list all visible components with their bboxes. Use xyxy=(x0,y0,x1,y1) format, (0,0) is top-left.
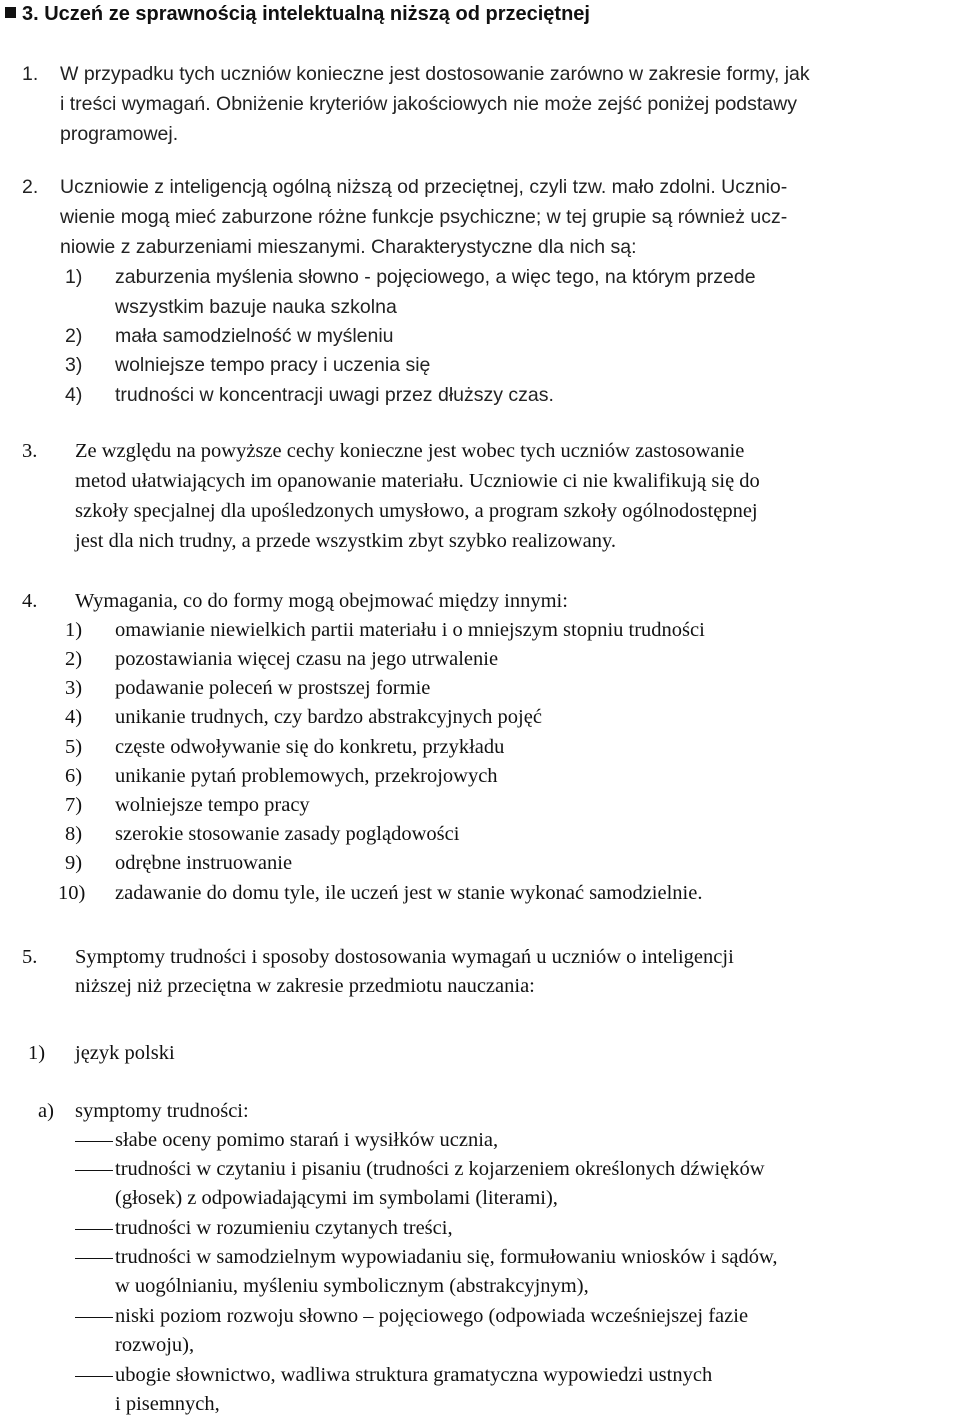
list-item-number: 6) xyxy=(65,765,83,787)
dash-bullet-icon xyxy=(75,1141,113,1142)
dash-bullet-icon xyxy=(75,1317,113,1318)
paragraph-number: 3. xyxy=(22,440,38,462)
list-item-number: 1) xyxy=(65,619,83,641)
paragraph-line: i treści wymagań. Obniżenie kryteriów jakościowych nie może zejść poniżej podstawy xyxy=(60,93,797,115)
paragraph-line: niższej niż przeciętna w zakresie przedmiotu nauczania: xyxy=(75,975,535,997)
list-item-number: 2) xyxy=(65,648,83,670)
paragraph-line: Wymagania, co do formy mogą obejmować między innymi: xyxy=(75,590,568,612)
list-item-text: zadawanie do domu tyle, ile uczeń jest w stanie wykonać samodzielnie. xyxy=(115,882,703,904)
paragraph-line: niowie z zaburzeniami mieszanymi. Charakterystyczne dla nich są: xyxy=(60,236,637,258)
dash-bullet-icon xyxy=(75,1170,113,1171)
list-item-text: wszystkim bazuje nauka szkolna xyxy=(115,296,397,318)
dash-bullet-icon xyxy=(75,1376,113,1377)
paragraph-number: 4. xyxy=(22,590,38,612)
list-item-text: trudności w czytaniu i pisaniu (trudności z kojarzeniem określonych dźwięków xyxy=(115,1158,765,1180)
paragraph-line: Uczniowie z inteligencją ogólną niższą od przeciętnej, czyli tzw. mało zdolni. Ucznio- xyxy=(60,176,788,198)
list-item-text: podawanie poleceń w prostszej formie xyxy=(115,677,431,699)
paragraph-line: metod ułatwiających im opanowanie materiału. Uczniowie ci nie kwalifikują się do xyxy=(75,470,760,492)
list-item-number: 1) xyxy=(65,266,83,288)
dash-bullet-icon xyxy=(75,1258,113,1259)
list-item-number: 4) xyxy=(65,384,83,406)
list-item-text: w uogólnianiu, myśleniu symbolicznym (abstrakcyjnym), xyxy=(115,1275,589,1297)
list-item-text: rozwoju), xyxy=(115,1334,195,1356)
list-item-text: trudności w samodzielnym wypowiadaniu się, formułowaniu wniosków i sądów, xyxy=(115,1246,778,1268)
paragraph-line: W przypadku tych uczniów konieczne jest dostosowanie zarówno w zakresie formy, jak xyxy=(60,63,810,85)
list-item-number: 7) xyxy=(65,794,83,816)
list-item-number: 9) xyxy=(65,852,83,874)
paragraph-line: Ze względu na powyższe cechy konieczne jest wobec tych uczniów zastosowanie xyxy=(75,440,745,462)
list-item-text: częste odwoływanie się do konkretu, przykładu xyxy=(115,736,505,758)
list-item-text: odrębne instruowanie xyxy=(115,852,293,874)
dash-bullet-icon xyxy=(75,1229,113,1230)
paragraph-line: wienie mogą mieć zaburzone różne funkcje psychiczne; w tej grupie są również ucz- xyxy=(60,206,788,228)
list-item-number: 8) xyxy=(65,823,83,845)
heading-text: 3. Uczeń ze sprawnością intelektualną niższą od przeciętnej xyxy=(22,3,590,25)
list-item-text: ubogie słownictwo, wadliwa struktura gramatyczna wypowiedzi ustnych xyxy=(115,1364,713,1386)
list-item-text: zaburzenia myślenia słowno - pojęciowego, a więc tego, na którym przede xyxy=(115,266,756,288)
list-item-text: i pisemnych, xyxy=(115,1393,220,1415)
paragraph-number: 5. xyxy=(22,946,38,968)
square-bullet-icon xyxy=(5,7,16,18)
list-item-text: wolniejsze tempo pracy i uczenia się xyxy=(115,354,431,376)
list-item-text: unikanie trudnych, czy bardzo abstrakcyjnych pojęć xyxy=(115,706,542,728)
list-item-number: 10) xyxy=(58,882,86,904)
list-item-number: 3) xyxy=(65,677,83,699)
list-item-text: unikanie pytań problemowych, przekrojowych xyxy=(115,765,498,787)
paragraph-line: szkoły specjalnej dla upośledzonych umysłowo, a program szkoły ogólnodostępnej xyxy=(75,500,758,522)
symptoms-lead: symptomy trudności: xyxy=(75,1100,249,1122)
symptoms-label: a) xyxy=(38,1100,54,1122)
list-item-number: 4) xyxy=(65,706,83,728)
list-item-text: wolniejsze tempo pracy xyxy=(115,794,310,816)
paragraph-number: 2. xyxy=(22,176,39,198)
subject-text: język polski xyxy=(75,1042,175,1064)
paragraph-line: programowej. xyxy=(60,123,179,145)
list-item-text: pozostawiania więcej czasu na jego utrwalenie xyxy=(115,648,499,670)
list-item-text: (głosek) z odpowiadającymi im symbolami (literami), xyxy=(115,1187,558,1209)
list-item-text: trudności w koncentracji uwagi przez dłuższy czas. xyxy=(115,384,554,406)
list-item-text: omawianie niewielkich partii materiału i o mniejszym stopniu trudności xyxy=(115,619,705,641)
subject-number: 1) xyxy=(28,1042,46,1064)
list-item-number: 5) xyxy=(65,736,83,758)
list-item-text: słabe oceny pomimo starań i wysiłków ucznia, xyxy=(115,1129,499,1151)
paragraph-line: Symptomy trudności i sposoby dostosowania wymagań u uczniów o inteligencji xyxy=(75,946,734,968)
paragraph-line: jest dla nich trudny, a przede wszystkim zbyt szybko realizowany. xyxy=(75,530,616,552)
list-item-number: 3) xyxy=(65,354,83,376)
paragraph-number: 1. xyxy=(22,63,39,85)
list-item-text: niski poziom rozwoju słowno – pojęciowego (odpowiada wcześniejszej fazie xyxy=(115,1305,749,1327)
list-item-text: mała samodzielność w myśleniu xyxy=(115,325,394,347)
list-item-text: szerokie stosowanie zasady poglądowości xyxy=(115,823,460,845)
list-item-text: trudności w rozumieniu czytanych treści, xyxy=(115,1217,453,1239)
list-item-number: 2) xyxy=(65,325,83,347)
